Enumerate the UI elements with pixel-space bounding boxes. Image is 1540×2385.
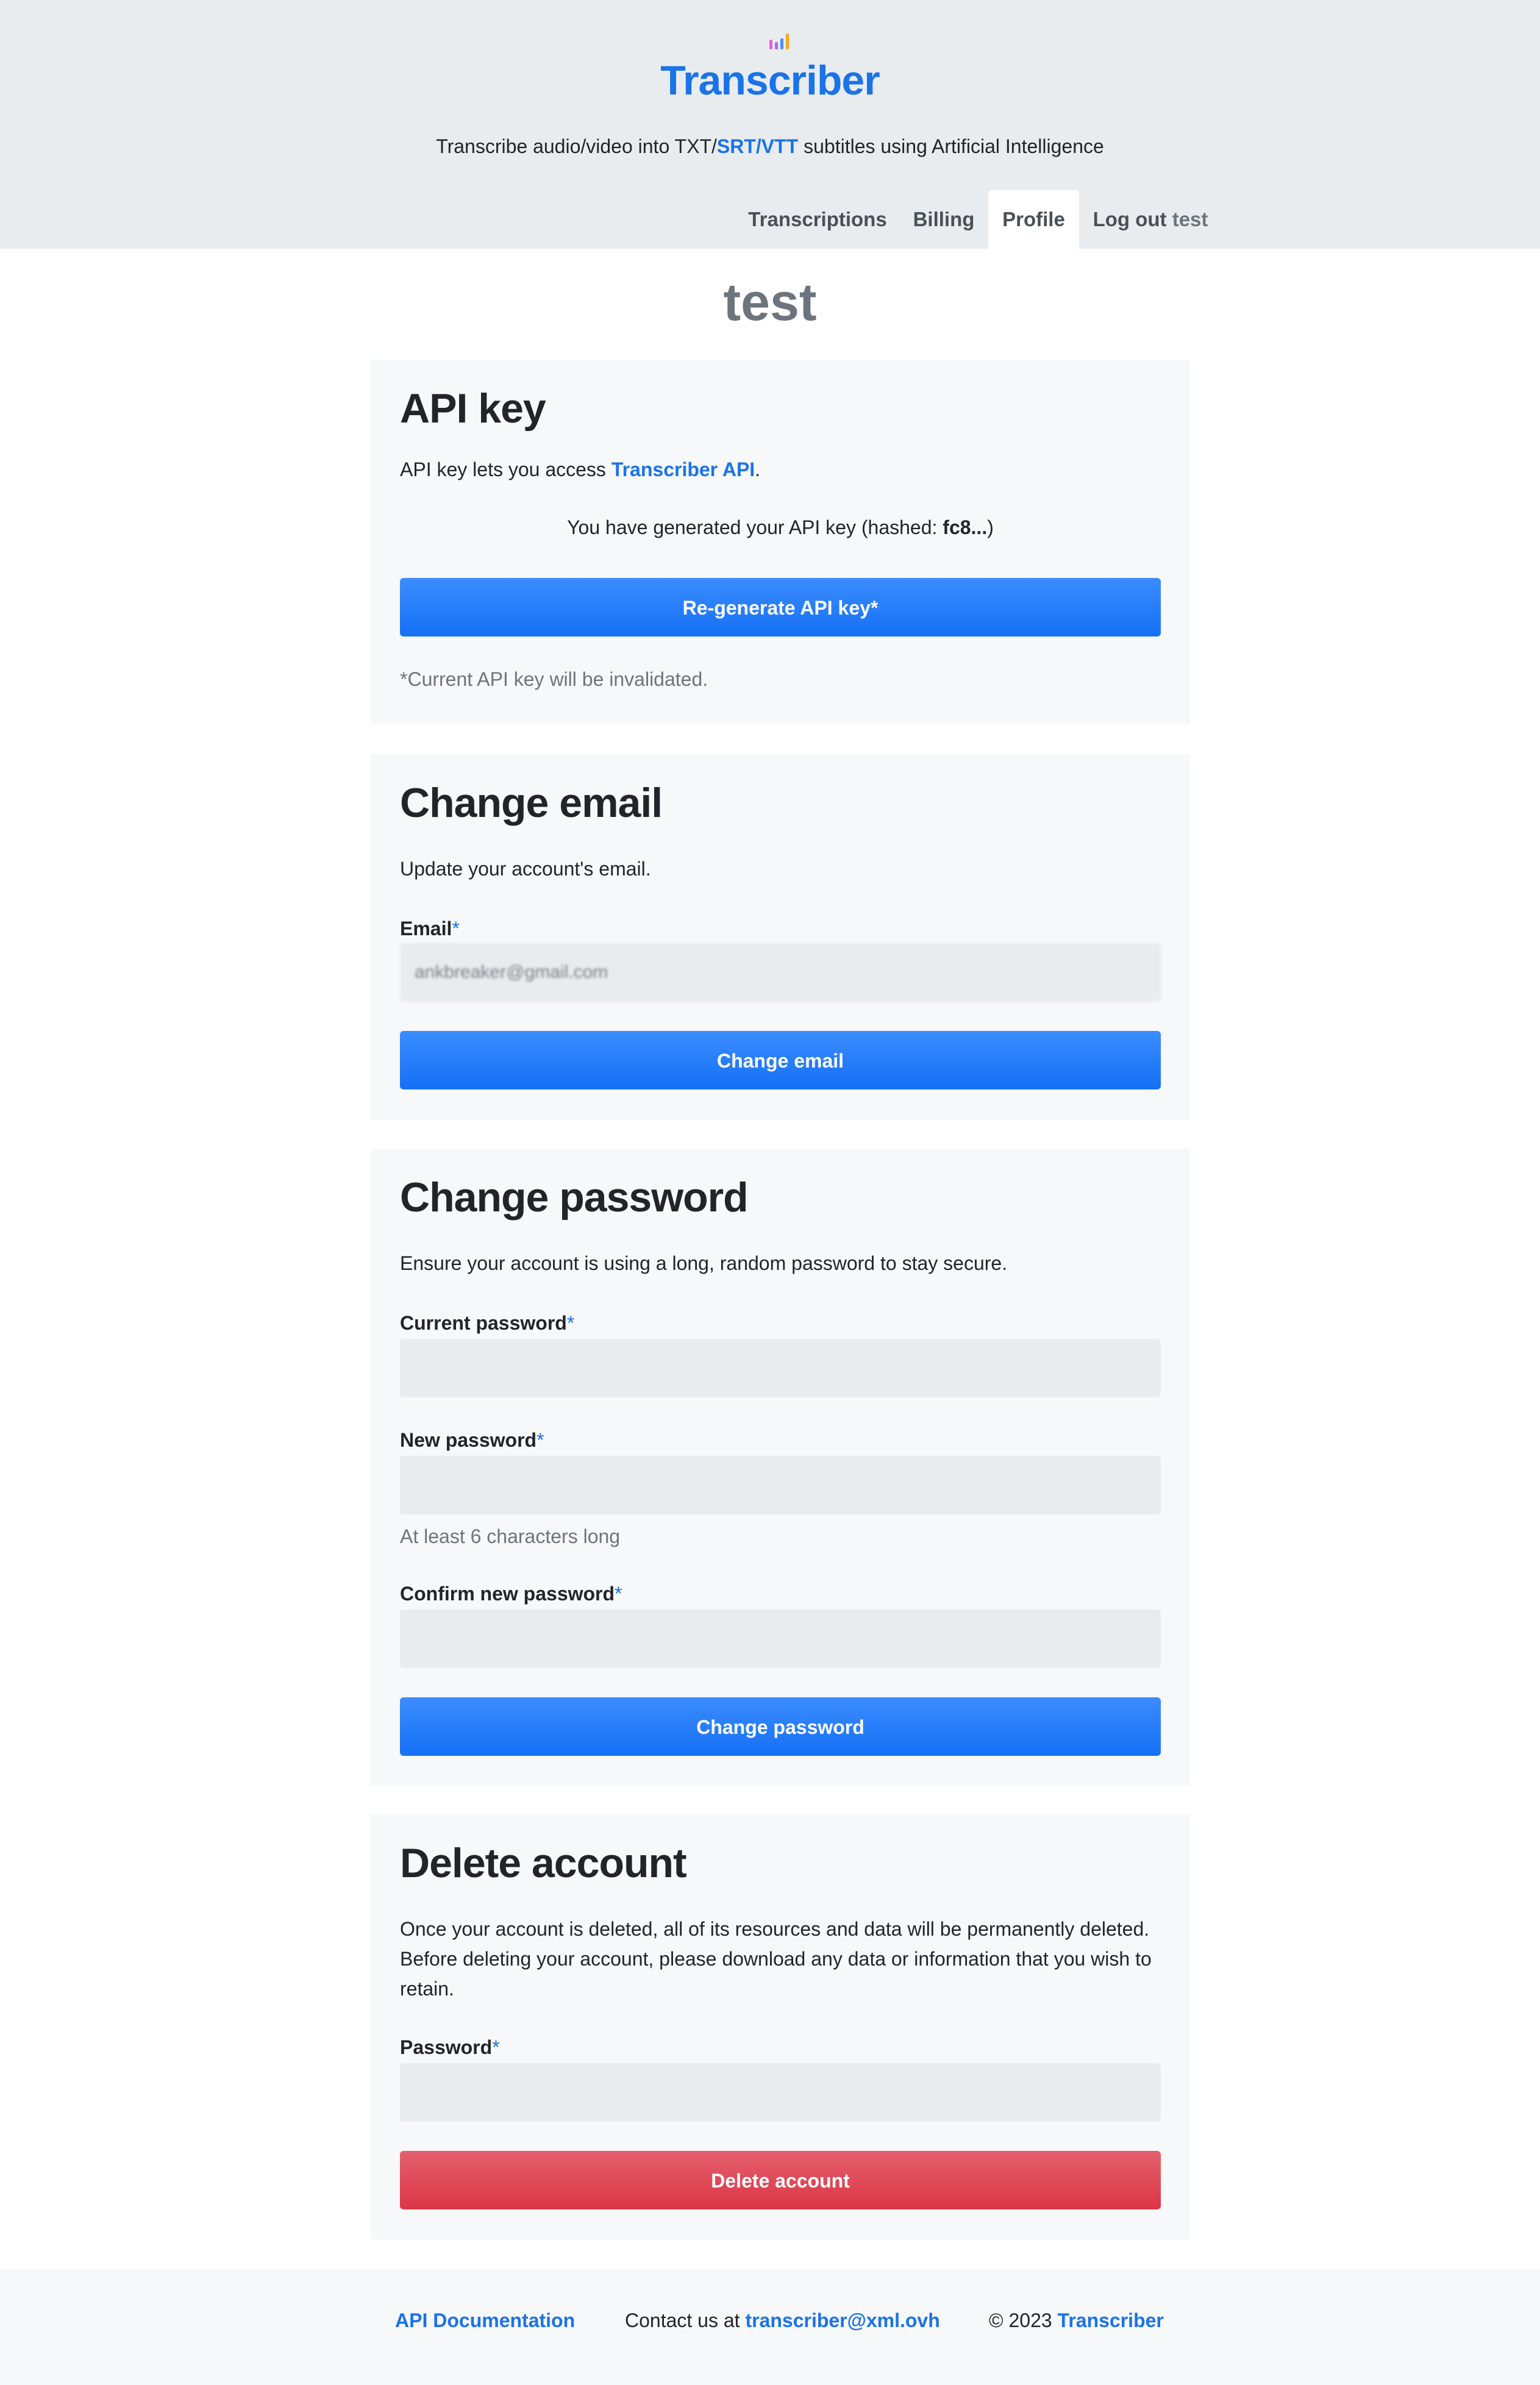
footer-contact-text: Contact us at xyxy=(625,2309,746,2331)
new-password-label xyxy=(400,1428,544,1452)
app-title[interactable]: Transcriber xyxy=(660,57,880,104)
api-key-desc-end: . xyxy=(755,458,761,480)
footer-home-link[interactable]: Transcriber xyxy=(1057,2309,1164,2331)
api-key-hash: fc8... xyxy=(943,516,988,538)
api-key-note: *Current API key will be invalidated. xyxy=(400,668,708,690)
footer-copyright-text: © 2023 xyxy=(989,2309,1058,2331)
api-key-card xyxy=(371,360,1190,724)
delete-account-title: Delete account xyxy=(400,1840,686,1886)
api-key-status xyxy=(400,513,1161,543)
delete-password-label xyxy=(400,2035,500,2059)
tagline-prefix: Transcribe audio/video into TXT/ xyxy=(436,135,717,157)
nav-billing[interactable]: Billing xyxy=(913,208,975,230)
change-email-description: Update your account's email. xyxy=(400,858,651,880)
change-password-card xyxy=(371,1149,1190,1786)
api-documentation-link[interactable]: API Documentation xyxy=(395,2309,576,2331)
confirm-password-label xyxy=(400,1581,622,1606)
change-email-button[interactable]: Change email xyxy=(400,1031,1161,1089)
required-mark: * xyxy=(537,1429,544,1451)
required-mark: * xyxy=(452,918,460,939)
required-mark: * xyxy=(615,1583,622,1605)
nav-profile[interactable]: Profile xyxy=(988,190,1079,249)
header xyxy=(0,0,1540,249)
nav-logout[interactable] xyxy=(1080,190,1221,249)
email-label xyxy=(400,916,460,941)
api-key-description xyxy=(400,455,1161,485)
page-title: test xyxy=(723,273,817,332)
new-password-field[interactable] xyxy=(400,1456,1161,1514)
delete-account-description: Once your account is deleted, all of its resources and data will be permanently deleted. Before deleting your account, please download any data or information that you wish to retain. xyxy=(400,1918,1152,2000)
new-password-label-text: New password xyxy=(400,1429,537,1451)
delete-account-card xyxy=(371,1814,1190,2239)
api-key-desc-text: API key lets you access xyxy=(400,458,611,480)
current-password-field[interactable] xyxy=(400,1339,1161,1397)
delete-password-label-text: Password xyxy=(400,2036,493,2058)
confirm-password-label-text: Confirm new password xyxy=(400,1583,615,1605)
regenerate-api-key-button[interactable]: Re-generate API key* xyxy=(400,578,1161,636)
tagline-suffix: subtitles using Artificial Intelligence xyxy=(798,135,1104,157)
change-email-title: Change email xyxy=(400,780,663,826)
api-key-title: API key xyxy=(400,385,546,432)
tagline-formats: SRT/VTT xyxy=(716,135,799,157)
required-mark: * xyxy=(566,1312,575,1334)
api-key-status-end: ) xyxy=(987,516,994,538)
change-password-title: Change password xyxy=(400,1174,748,1221)
email-label-text: Email xyxy=(400,918,452,939)
logo-icon xyxy=(769,34,789,49)
current-password-label-text: Current password xyxy=(400,1312,567,1334)
footer xyxy=(0,2269,1540,2385)
transcriber-api-link[interactable]: Transcriber API xyxy=(611,458,755,480)
change-password-button[interactable]: Change password xyxy=(400,1697,1161,1756)
change-email-card xyxy=(371,754,1190,1120)
delete-password-field[interactable] xyxy=(400,2063,1161,2122)
new-password-hint: At least 6 characters long xyxy=(400,1525,621,1547)
footer-contact xyxy=(625,2302,940,2339)
delete-account-button[interactable]: Delete account xyxy=(400,2151,1161,2209)
api-key-status-text: You have generated your API key (hashed: xyxy=(567,516,943,538)
change-password-description: Ensure your account is using a long, random password to stay secure. xyxy=(400,1252,1008,1274)
contact-email-link[interactable]: transcriber@xml.ovh xyxy=(745,2309,940,2331)
main-nav xyxy=(0,190,1540,249)
required-mark: * xyxy=(492,2036,500,2058)
current-password-label xyxy=(400,1311,574,1335)
nav-logout-label: Log out xyxy=(1093,208,1167,230)
tagline xyxy=(0,133,1540,160)
confirm-password-field[interactable] xyxy=(400,1610,1161,1668)
nav-transcriptions[interactable]: Transcriptions xyxy=(748,208,887,230)
footer-copyright xyxy=(989,2302,1164,2339)
nav-logout-user: test xyxy=(1172,208,1208,230)
email-field[interactable] xyxy=(400,943,1161,1002)
